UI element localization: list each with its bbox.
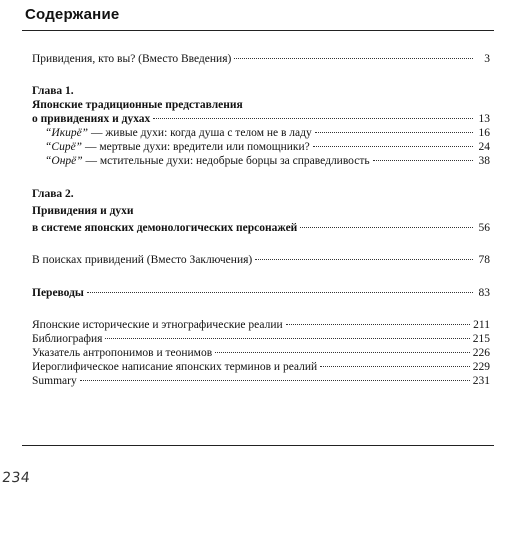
- entry-title: Библиография: [32, 333, 103, 345]
- bottom-rule: [22, 445, 494, 446]
- section-title: — мертвые духи: вредители или помощники?: [82, 141, 310, 153]
- entry-page: 211: [473, 319, 490, 331]
- dot-leader: [255, 259, 473, 260]
- toc-entry-section: [32, 154, 490, 168]
- entry-page: 38: [478, 155, 490, 167]
- entry-page: 226: [472, 347, 490, 359]
- entry-title: Японские исторические и этнографические реалии: [32, 319, 283, 331]
- dot-leader: [286, 324, 471, 325]
- dot-leader: [80, 380, 470, 381]
- dot-leader: [320, 366, 470, 367]
- toc-entry-conclusion: [32, 253, 490, 267]
- dot-leader: [313, 146, 473, 147]
- entry-title: Указатель антропонимов и теонимов: [32, 347, 213, 359]
- entry-page: 24: [478, 141, 490, 153]
- entry-title: Привидения, кто вы? (Вместо Введения): [32, 53, 232, 65]
- table-of-contents: [32, 52, 490, 388]
- chapter1-title-line1: Японские традиционные представления: [32, 99, 243, 111]
- entry-title: Иероглифическое написание японских терминов и реалий: [32, 361, 318, 373]
- entry-title: Переводы: [32, 287, 84, 299]
- entry-page: 231: [472, 375, 490, 387]
- dot-leader: [105, 338, 469, 339]
- toc-entry-section: [32, 140, 490, 154]
- section-term: “Икирё”: [45, 127, 89, 139]
- dot-leader: [234, 58, 473, 59]
- entry-page: 78: [478, 254, 490, 266]
- entry-title: о привидениях и духах: [32, 113, 151, 125]
- dot-leader: [215, 352, 470, 353]
- entry-title: в системе японских демонологических персонажей: [32, 222, 298, 234]
- toc-entry-appendix: [32, 374, 490, 388]
- dot-leader: [300, 227, 473, 228]
- entry-page: 215: [472, 333, 490, 345]
- toc-entry-translations: [32, 286, 490, 300]
- top-rule: [22, 30, 494, 31]
- dot-leader: [373, 160, 473, 161]
- entry-page: 56: [478, 222, 490, 234]
- entry-page: 16: [478, 127, 490, 139]
- toc-entry-appendix: [32, 318, 490, 332]
- toc-entry-section: [32, 126, 490, 140]
- chapter2-title-line1: Привидения и духи: [32, 205, 134, 217]
- toc-entry-appendix: [32, 346, 490, 360]
- section-term: “Сирё”: [45, 141, 83, 153]
- entry-page: 229: [472, 361, 490, 373]
- section-title: — мстительные духи: недобрые борцы за справедливость: [82, 155, 370, 167]
- dot-leader: [315, 132, 473, 133]
- toc-entry-chapter2: [32, 221, 490, 235]
- entry-page: 3: [484, 53, 490, 65]
- entry-page: 13: [478, 113, 490, 125]
- entry-title: Summary: [32, 375, 77, 387]
- section-title: — живые духи: когда душа с телом не в ладу: [88, 127, 312, 139]
- toc-entry-intro: [32, 52, 490, 66]
- dot-leader: [153, 118, 473, 119]
- toc-entry-chapter1: [32, 112, 490, 126]
- handwritten-page-number: 234: [1, 470, 32, 486]
- dot-leader: [87, 292, 473, 293]
- chapter2-label: Глава 2.: [32, 188, 74, 200]
- toc-entry-appendix: [32, 360, 490, 374]
- section-term: “Онрё”: [45, 155, 83, 167]
- chapter1-label: Глава 1.: [32, 85, 74, 97]
- toc-entry-appendix: [32, 332, 490, 346]
- entry-title: В поисках привидений (Вместо Заключения): [32, 254, 253, 266]
- entry-page: 83: [478, 287, 490, 299]
- toc-heading: Содержание: [25, 6, 120, 23]
